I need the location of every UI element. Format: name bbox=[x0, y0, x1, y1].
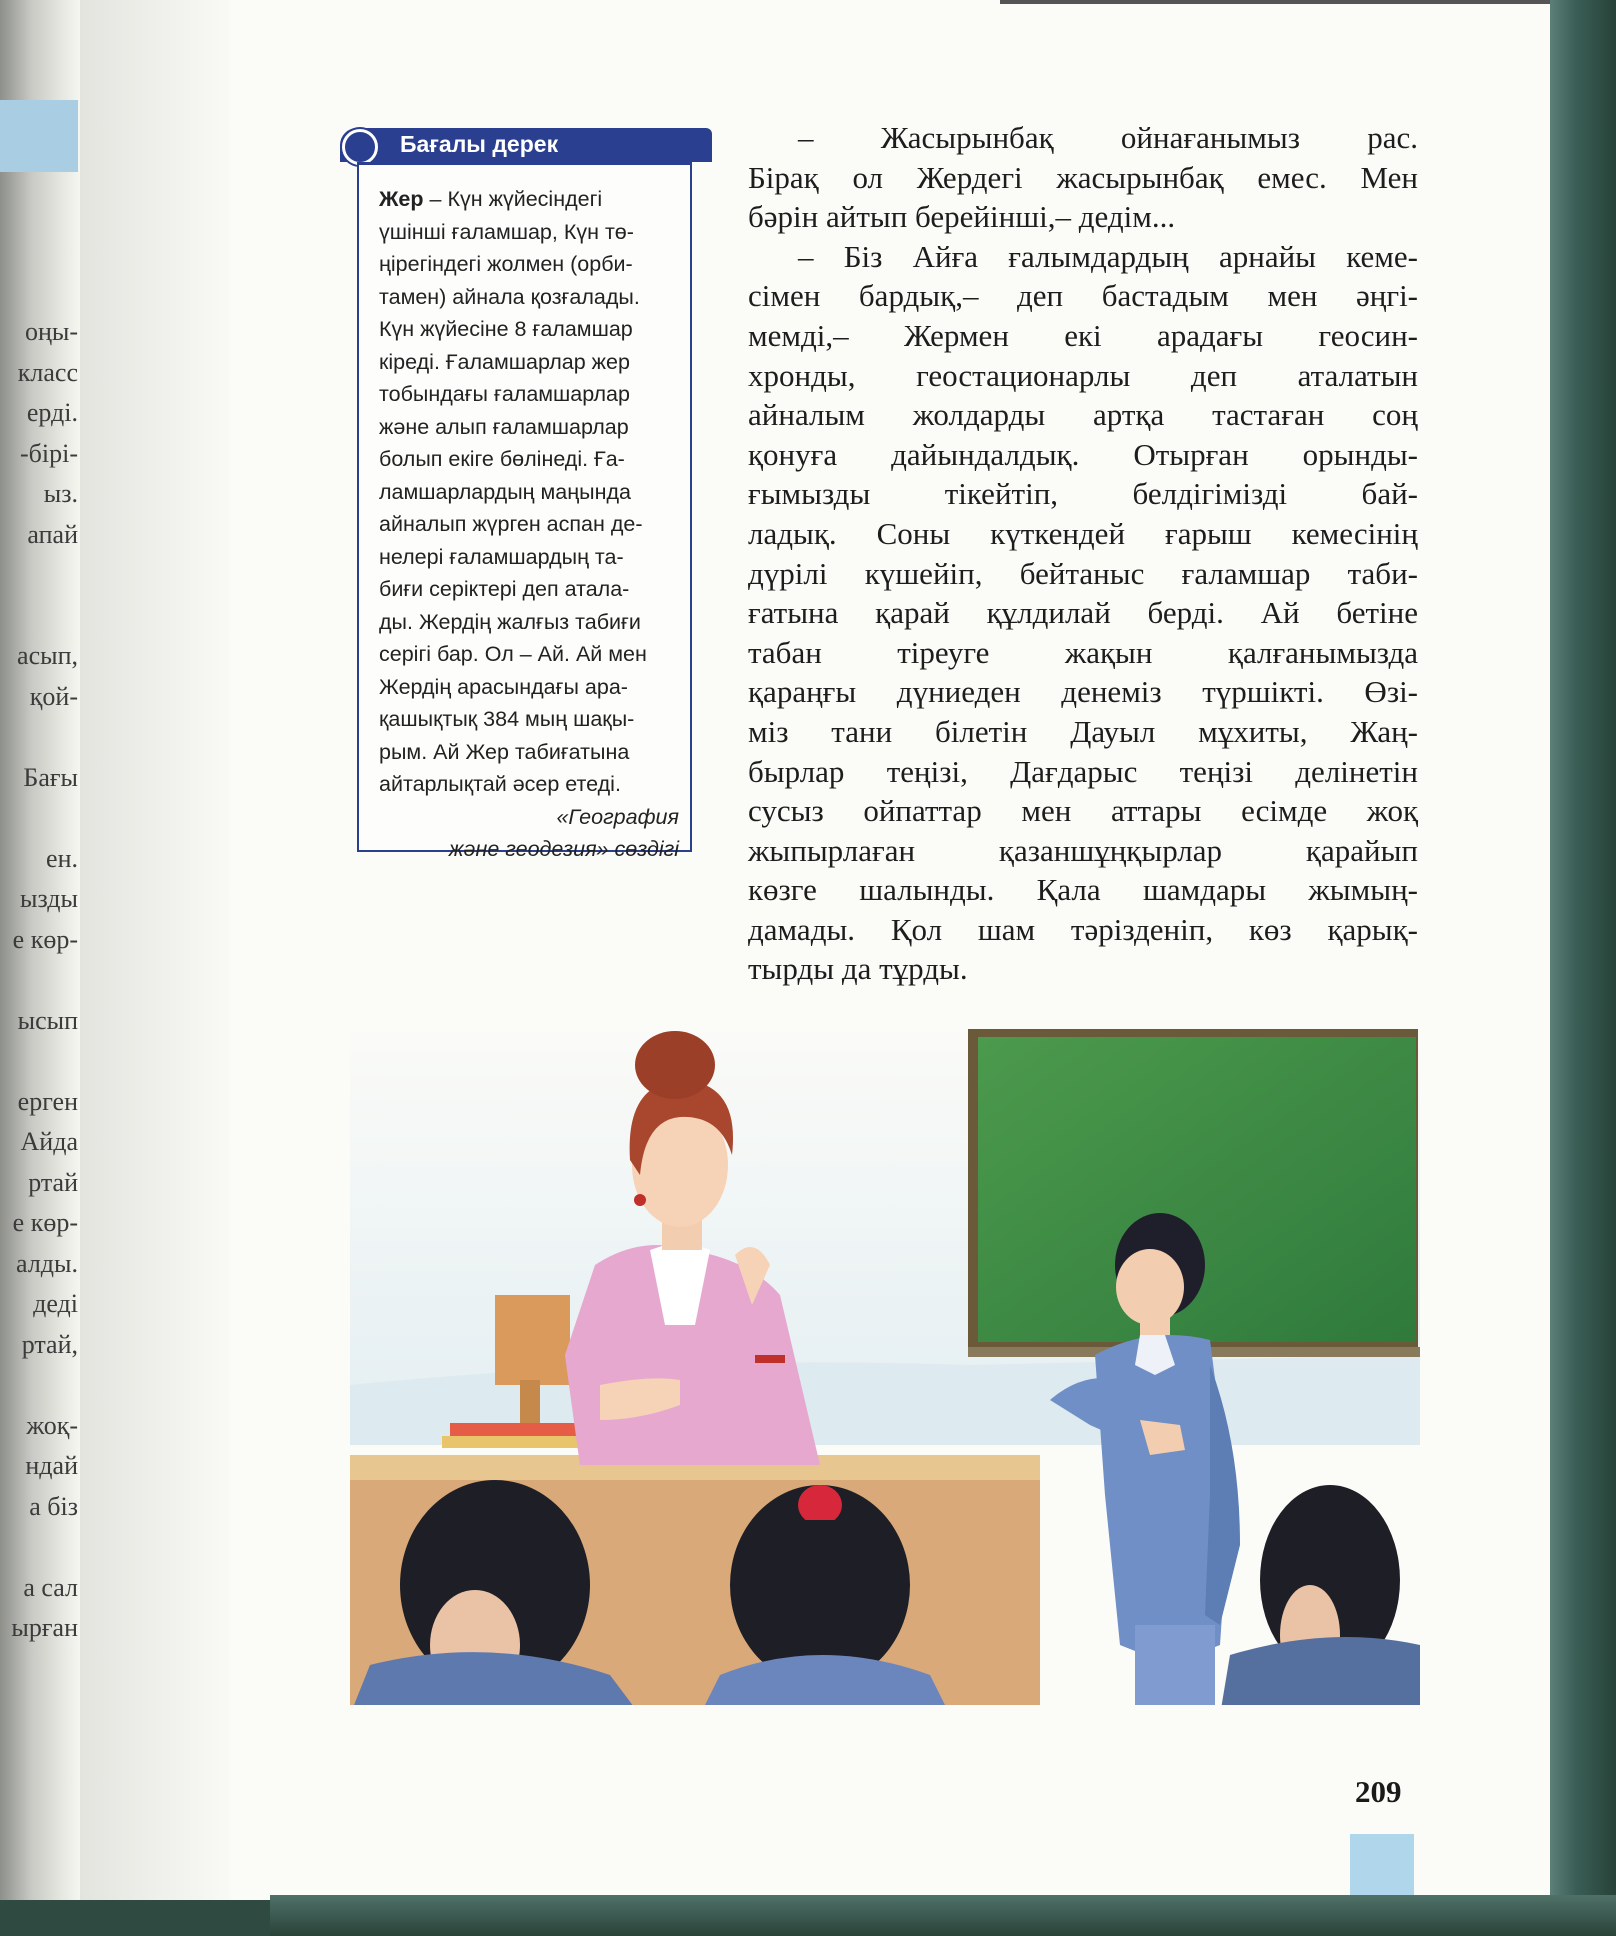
previous-page-fragment: -бірі- bbox=[20, 438, 78, 468]
info-box-line: ламшарлардың маңында bbox=[379, 479, 631, 504]
story-line: айналым жолдарды артқа тастаған соң bbox=[748, 397, 1418, 433]
info-box-line: айналып жүрген аспан де- bbox=[379, 512, 643, 536]
info-box bbox=[357, 162, 692, 861]
story-line: ғатына қарай құлдилай берді. Ай бетіне bbox=[748, 595, 1418, 631]
info-box-line: және алып ғаламшарлар bbox=[379, 414, 629, 439]
story-line: – Жасырынбақ ойнағанымыз рас. bbox=[798, 120, 1418, 155]
info-box-line: ңірегіндегі жолмен (орби- bbox=[379, 252, 633, 276]
page-gutter bbox=[80, 0, 230, 1900]
previous-page-fragment: ртай bbox=[28, 1167, 78, 1197]
previous-page-fragment: алды. bbox=[16, 1248, 78, 1278]
story-line: табан тіреуге жақын қалғанымызда bbox=[748, 634, 1418, 670]
previous-page-fragment: е көр- bbox=[12, 1208, 78, 1237]
previous-page-fragment: жоқ- bbox=[26, 1410, 78, 1440]
previous-page-fragment: деді bbox=[33, 1289, 78, 1318]
book-cover-edge bbox=[1550, 0, 1616, 1936]
page-number-tab bbox=[1350, 1834, 1414, 1900]
info-box-text bbox=[379, 183, 679, 801]
previous-page-fragment: ысып bbox=[17, 1005, 78, 1035]
previous-page-fragment bbox=[0, 960, 80, 1001]
circle-icon bbox=[342, 129, 378, 165]
story-line: тырды да тұрды. bbox=[748, 951, 968, 987]
chalkboard bbox=[978, 1037, 1416, 1342]
story-line: дамады. Қол шам тәрізденіп, көз қарық- bbox=[748, 911, 1418, 947]
story-line: бырлар теңізі, Дағдарыс теңізі делінетін bbox=[748, 753, 1418, 789]
previous-page-fragment: ен. bbox=[46, 843, 78, 873]
previous-page-tab bbox=[0, 100, 78, 172]
previous-page-fragment bbox=[0, 1527, 80, 1568]
student-right bbox=[1220, 1485, 1420, 1705]
info-box-line: биғи серіктері деп атала- bbox=[379, 577, 630, 601]
previous-page-fragment bbox=[0, 717, 80, 758]
info-box-line: – Күн жүйесіндегі bbox=[429, 187, 603, 211]
previous-page-fragment: ыз. bbox=[43, 479, 78, 508]
book-cover-bottom bbox=[270, 1895, 1616, 1936]
previous-page-fragment: асып, bbox=[17, 641, 78, 670]
info-box-line: Күн жүйесіне 8 ғаламшар bbox=[379, 317, 633, 341]
previous-page-fragment: ндай bbox=[25, 1451, 78, 1480]
info-box-line: ды. Жердің жалғыз табиғи bbox=[379, 609, 641, 634]
top-edge-line bbox=[1000, 0, 1558, 4]
info-box-title: Бағалы дерек bbox=[400, 131, 559, 157]
info-box-source bbox=[379, 801, 679, 865]
page-number: 209 bbox=[1355, 1774, 1402, 1809]
previous-page-fragment: ырған bbox=[11, 1613, 78, 1642]
story-line: дүрілі күшейіп, бейтаныс ғаламшар таби- bbox=[748, 555, 1418, 591]
previous-page-fragment: ерді. bbox=[26, 398, 78, 427]
previous-page-fragment: оңы- bbox=[24, 317, 78, 346]
previous-page-fragment: Айда bbox=[20, 1127, 78, 1156]
info-box-line: болып екіге бөлінеді. Ға- bbox=[379, 447, 625, 471]
story-line: – Біз Айға ғалымдардың арнайы кеме- bbox=[798, 238, 1418, 274]
story-line: қонуға дайындалдық. Отырған орынды- bbox=[748, 436, 1418, 472]
previous-page-fragment: Бағы bbox=[23, 762, 78, 792]
previous-page-fragment: е көр- bbox=[12, 924, 78, 954]
story-text bbox=[748, 118, 1418, 989]
story-line: жыпырлаған қазаншұңқырлар қарайып bbox=[748, 832, 1418, 868]
previous-page-fragment bbox=[0, 798, 80, 839]
previous-page-fragment: а сал bbox=[23, 1572, 78, 1602]
previous-page-fragment: а біз bbox=[29, 1491, 78, 1521]
info-box-line: рым. Ай Жер табиғатына bbox=[379, 739, 630, 764]
previous-page-fragment: ерген bbox=[17, 1086, 78, 1116]
previous-page-fragment: апай bbox=[27, 519, 78, 549]
classroom-illustration bbox=[350, 1025, 1420, 1705]
previous-page-fragment: ызды bbox=[20, 884, 78, 913]
previous-page-text bbox=[0, 312, 80, 1649]
source-line-2: және геодезия» сөздігі bbox=[448, 836, 679, 861]
story-line: ладық. Соны күткендей ғарыш кемесінің bbox=[748, 515, 1418, 551]
previous-page-fragment: ртай, bbox=[21, 1329, 78, 1359]
story-line: хронды, геостационарлы деп аталатын bbox=[748, 357, 1418, 393]
previous-page-fragment bbox=[0, 1041, 80, 1082]
info-box-line: Жердің арасындағы ара- bbox=[379, 674, 628, 699]
stand-post bbox=[520, 1380, 540, 1425]
previous-page-fragment bbox=[0, 1365, 80, 1406]
wooden-stand bbox=[495, 1295, 570, 1385]
previous-page-fragment bbox=[0, 555, 80, 596]
info-box-term: Жер bbox=[379, 187, 424, 211]
previous-page-fragment bbox=[0, 596, 80, 637]
previous-page-edge bbox=[0, 0, 80, 1900]
info-box-line: айтарлықтай әсер етеді. bbox=[379, 772, 621, 796]
info-box-line: тамен) айнала қозғалады. bbox=[379, 284, 640, 309]
info-box-line: қашықтық 384 мың шақы- bbox=[379, 707, 635, 731]
story-line: мемді,– Жермен екі арадағы геосин- bbox=[748, 317, 1418, 353]
info-box-line: кіреді. Ғаламшарлар жер bbox=[379, 349, 630, 374]
previous-page-fragment: класс bbox=[17, 357, 78, 387]
info-box-line: нелері ғаламшардың та- bbox=[379, 544, 624, 569]
story-line: бәрін айтып берейінші,– дедім... bbox=[748, 199, 1176, 235]
info-box-line: тобындағы ғаламшарлар bbox=[379, 382, 630, 406]
info-box-line: үшінші ғаламшар, Күн тө- bbox=[379, 219, 634, 244]
previous-page-fragment: қой- bbox=[29, 681, 78, 711]
story-line: көзге шалынды. Қала шамдары жымың- bbox=[748, 872, 1418, 908]
story-line: Бірақ ол Жердегі жасырынбақ емес. Мен bbox=[748, 159, 1418, 195]
story-line: сусыз ойпаттар мен аттары есімде жоқ bbox=[748, 793, 1418, 829]
info-box-line: серігі бар. Ол – Ай. Ай мен bbox=[379, 642, 647, 666]
story-line: міз тани білетін Дауыл мұхиты, Жаң- bbox=[748, 713, 1418, 749]
story-line: қараңғы дүниеден денеміз түршікті. Өзі- bbox=[748, 674, 1418, 710]
source-line-1: «География bbox=[556, 804, 679, 829]
story-line: ғымызды тікейтіп, белдігімізді бай- bbox=[748, 476, 1418, 512]
story-line: сімен бардық,– деп бастадым мен әңгі- bbox=[748, 278, 1418, 314]
